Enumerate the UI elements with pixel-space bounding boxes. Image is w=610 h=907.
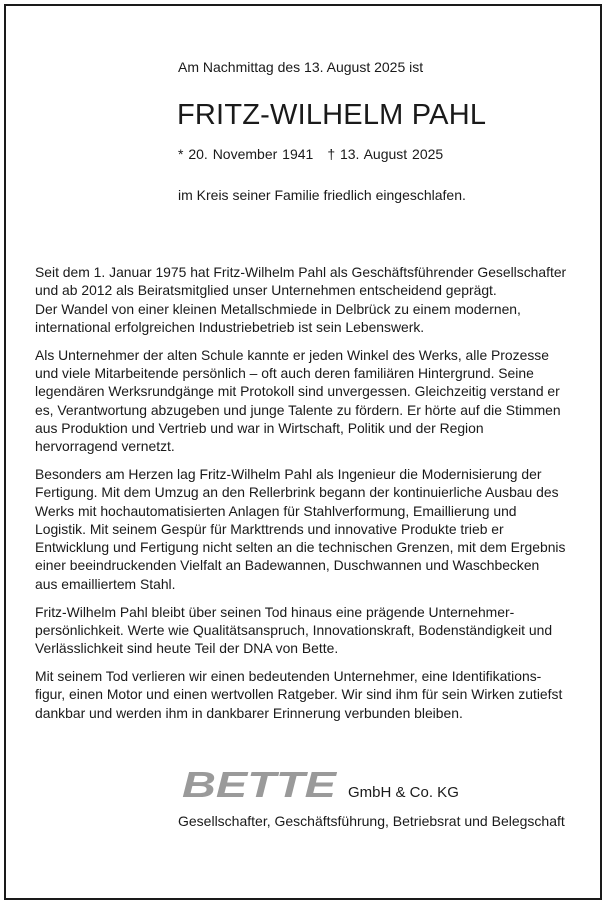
bette-logo-text: BETTE — [182, 768, 338, 802]
body-line: hervorragend vernetzt. — [35, 438, 175, 455]
life-dates — [178, 146, 443, 162]
bette-logo — [180, 768, 340, 802]
death-date: † 13. August 2025 — [327, 146, 444, 162]
body-line: es, Verantwortung abzugeben und junge Talente zu fördern. Er hörte auf die Stimmen — [35, 401, 561, 418]
body-paragraph — [35, 465, 580, 593]
body-line: dankbar und werden ihm in dankbarer Erinnerung verbunden bleiben. — [35, 704, 463, 721]
body-line: Entwicklung und Fertigung nicht selten an die technischen Grenzen, mit dem Ergebnis — [35, 539, 566, 556]
body-line: persönlichkeit. Werte wie Qualitätsanspruch, Innovationskraft, Bodenständigkeit und — [35, 621, 553, 638]
body-line: aus Produktion und Vertrieb und war in Wirtschaft, Politik und der Region — [35, 419, 484, 436]
body-paragraph — [35, 263, 580, 336]
body-line: Der Wandel von einer kleinen Metallschmiede in Delbrück zu einem modernen, — [35, 300, 521, 317]
body-line: Als Unternehmer der alten Schule kannte er jeden Winkel des Werks, alle Prozesse — [35, 346, 549, 363]
body-line: legendären Werksrundgänge mit Protokoll sind unvergessen. Gleichzeitig verstand er — [35, 383, 560, 400]
body-line: figur, einen Motor und einen wertvollen Ratgeber. Wir sind ihm für sein Wirken zutiefst — [35, 686, 563, 703]
body-line: Logistik. Mit seinem Gespür für Markttrends und innovative Produkte trieb er — [35, 520, 504, 537]
birth-date: * 20. November 1941 — [178, 146, 314, 162]
body-line: Fertigung. Mit dem Umzug an den Rellerbrink begann der kontinuierliche Ausbau des — [35, 484, 559, 501]
intro-line: Am Nachmittag des 13. August 2025 ist — [178, 59, 424, 75]
body-paragraph — [35, 346, 580, 456]
body-line: Werks mit hochautomatisierten Anlagen für Stahlverformung, Emaillierung und — [35, 502, 517, 519]
body-line: aus emailliertem Stahl. — [35, 575, 176, 592]
signatories: Gesellschafter, Geschäftsführung, Betriebsrat und Belegschaft — [178, 813, 565, 829]
body-line: und ab 2012 als Beiratsmitglied unser Unternehmen entscheidend geprägt. — [35, 282, 497, 299]
deceased-name: FRITZ-WILHELM PAHL — [177, 99, 487, 131]
body-line: Verlässlichkeit sind heute Teil der DNA von Bette. — [35, 640, 339, 657]
body-line: international erfolgreichen Industriebetrieb ist sein Lebenswerk. — [35, 318, 425, 335]
body-line: und viele Mitarbeitende persönlich – oft auch deren familiären Hintergrund. Seine — [35, 364, 534, 381]
outro-line: im Kreis seiner Familie friedlich eingeschlafen. — [178, 187, 466, 203]
company-suffix: GmbH & Co. KG — [348, 784, 459, 801]
obituary-body — [35, 263, 580, 731]
body-line: einer beeindruckenden Vielfalt an Badewannen, Duschwannen und Waschbecken — [35, 557, 540, 574]
body-line: Mit seinem Tod verlieren wir einen bedeutenden Unternehmer, eine Identifikations- — [35, 667, 542, 684]
body-line: Seit dem 1. Januar 1975 hat Fritz-Wilhelm Pahl als Geschäftsführender Gesellschafter — [35, 264, 567, 280]
body-paragraph — [35, 667, 580, 722]
body-paragraph — [35, 603, 580, 658]
body-line: Fritz-Wilhelm Pahl bleibt über seinen Tod hinaus eine prägende Unternehmer- — [35, 603, 515, 620]
body-line: Besonders am Herzen lag Fritz-Wilhelm Pahl als Ingenieur die Modernisierung der — [35, 465, 542, 482]
